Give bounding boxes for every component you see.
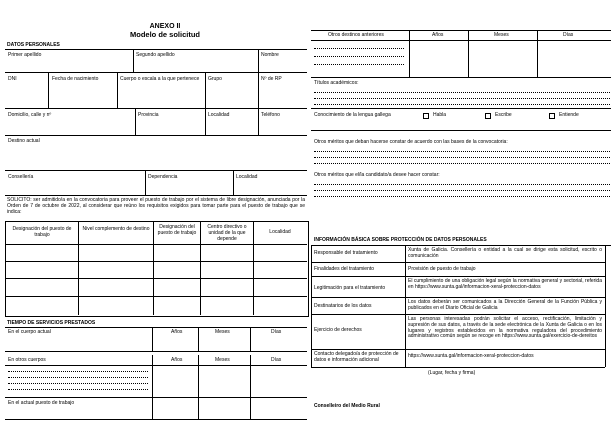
- divider: [5, 397, 307, 398]
- divider: [311, 130, 611, 131]
- dotted-line: [314, 56, 404, 57]
- other-merits-label: Otros méritos que el/la candidato/a desee hacer constar:: [314, 172, 440, 178]
- body-label: Cuerpo o escala a la que pertenece: [120, 76, 200, 82]
- divider: [152, 327, 153, 351]
- name-label: Nombre: [261, 52, 279, 58]
- group-label: Grupo: [208, 76, 222, 82]
- phone-label: Teléfono: [261, 112, 280, 118]
- annex-label: ANEXO II: [149, 23, 181, 30]
- divider: [311, 276, 605, 277]
- years-label: Años: [171, 357, 183, 363]
- divider: [311, 297, 605, 298]
- divider: [198, 397, 199, 419]
- divider: [311, 108, 611, 109]
- divider: [78, 221, 79, 315]
- section-title-personal: DATOS PERSONALES: [7, 42, 60, 48]
- protection-value-4: Los datos deberán ser comunicados a la Dirección General de la Función Pública y publicados en el Diario Oficial de Galicia: [408, 299, 602, 311]
- divider: [250, 355, 251, 397]
- divider: [205, 108, 206, 135]
- dotted-line: [8, 377, 148, 378]
- divider: [468, 30, 469, 77]
- divider: [311, 262, 605, 263]
- address-label: Domicilio, calle y nº: [8, 112, 52, 118]
- divider: [198, 355, 199, 397]
- divider: [5, 244, 307, 245]
- dotted-line: [314, 163, 610, 164]
- protection-value-1: Xunta de Galicia. Consellería o entidad a la cual se dirige esta solicitud, escrito o comunicación: [408, 247, 602, 259]
- months-label: Meses: [494, 32, 509, 38]
- divider: [537, 30, 538, 77]
- understand-checkbox[interactable]: [549, 113, 555, 119]
- request-col-3: Designación del puesto de trabajo: [157, 224, 197, 236]
- page-title: Modelo de solicitud: [129, 30, 200, 39]
- divider: [233, 170, 234, 195]
- department-label: Consellería: [8, 174, 34, 180]
- divider: [5, 170, 307, 171]
- merits-label: Otros méritos que deban hacerse constar de acuerdo con las bases de la convocatoria:: [314, 139, 508, 145]
- divider: [5, 278, 307, 279]
- divider: [135, 108, 136, 135]
- divider: [5, 49, 307, 50]
- galician-label: Conocimiento de la lengua gallega: [314, 112, 391, 118]
- divider: [258, 108, 259, 135]
- divider: [5, 261, 307, 262]
- dni-label: DNI: [8, 76, 17, 82]
- years-label: Años: [171, 329, 183, 335]
- months-label: Meses: [215, 329, 230, 335]
- divider: [258, 72, 259, 108]
- dotted-line: [8, 383, 148, 384]
- divider: [311, 349, 605, 350]
- protection-value-2: Provisión de puesto de trabajo: [408, 266, 476, 272]
- dotted-line: [314, 184, 610, 185]
- divider: [48, 72, 49, 108]
- locality-label: Localidad: [208, 112, 230, 118]
- speak-checkbox[interactable]: [423, 113, 429, 119]
- current-body-label: En el cuerpo actual: [8, 329, 51, 335]
- second-surname-label: Segundo apellido: [136, 52, 175, 58]
- divider: [152, 355, 153, 397]
- divider: [200, 221, 201, 315]
- divider: [152, 397, 153, 419]
- years-label: Años: [432, 32, 444, 38]
- rp-number-label: Nº de RP: [261, 76, 282, 82]
- write-checkbox[interactable]: [485, 113, 491, 119]
- request-col-1: Designación del puesto de trabajo: [12, 226, 72, 238]
- request-text: SOLICITO: ser admitido/a en la convocatoria para proveer el puesto de trabajo por el sistema de libre designación, anunciada por la Orden de 7 de octubre de 2022, al considerar que reúno los requisitos exigidos para tomar parte para el puesto de trabajo que se indica:: [7, 197, 305, 215]
- divider: [153, 221, 154, 315]
- addressee: Conselleiro del Medio Rural: [314, 403, 380, 409]
- days-label: Días: [563, 32, 574, 38]
- days-label: Días: [271, 357, 282, 363]
- locality2-label: Localidad: [236, 174, 258, 180]
- protection-label-5: Ejercicio de derechos: [314, 327, 362, 333]
- dotted-line: [314, 92, 610, 93]
- divider: [5, 351, 307, 352]
- academic-label: Títulos académicos:: [314, 80, 359, 86]
- speak-label: Habla: [433, 112, 447, 118]
- dotted-line: [314, 98, 610, 99]
- divider: [250, 397, 251, 419]
- place-date-signature: (Lugar, fecha y firma): [428, 370, 476, 376]
- divider: [145, 170, 146, 195]
- understand-label: Entiende: [559, 112, 579, 118]
- protection-label-3: Legitimación para el tratamiento: [314, 285, 386, 291]
- protection-title: INFORMACIÓN BÁSICA SOBRE PROTECCIÓN DE DATOS PERSONALES: [314, 237, 487, 243]
- prev-posts-label: Otros destinos anteriores: [328, 32, 384, 38]
- protection-value-3: El cumplimiento de una obligación legal según la normativa general y sectorial, referida en https://www.sunta.gal/informacion-xeral-proteccion-datos: [408, 278, 602, 290]
- months-label: Meses: [215, 357, 230, 363]
- dotted-line: [8, 371, 148, 372]
- dotted-line: [314, 151, 610, 152]
- divider: [5, 365, 307, 366]
- birth-date-label: Fecha de nacimiento: [52, 76, 99, 82]
- protection-value-5: Las personas interesadas podrán solicitar el acceso, rectificación, limitación y supresión de sus datos, a través de la sede electrónica de la Xunta de Galicia o en los lugares y registros establecidos en la normativa reguladora del procedimiento administrativo común según se recoge en https://www.sunta.gal/exercicio-de-dereitos: [408, 316, 602, 340]
- divider: [409, 30, 410, 77]
- protection-label-2: Finalidades del tratamiento: [314, 266, 375, 272]
- request-col-5: Localidad: [269, 229, 291, 235]
- protection-label-6: Contacto delegado/a de protección de datos e información adicional: [314, 351, 399, 363]
- divider: [311, 30, 611, 31]
- divider: [253, 221, 254, 315]
- province-label: Provincia: [138, 112, 159, 118]
- dotted-line: [314, 64, 404, 65]
- divider: [311, 367, 605, 368]
- divider: [5, 296, 307, 297]
- divider: [258, 49, 259, 72]
- divider: [5, 195, 307, 196]
- divider: [5, 419, 307, 420]
- section-title-service: TIEMPO DE SERVICIOS PRESTADOS: [7, 320, 96, 326]
- protection-label-1: Responsable del tratamiento: [314, 250, 378, 256]
- write-label: Escribe: [495, 112, 512, 118]
- divider: [250, 327, 251, 351]
- divider: [133, 49, 134, 72]
- divider: [5, 72, 307, 73]
- divider: [5, 327, 307, 328]
- divider: [198, 327, 199, 351]
- request-col-2: Nivel complemento de destino: [82, 226, 150, 232]
- dotted-line: [314, 190, 610, 191]
- divider: [311, 245, 611, 246]
- current-post-time-label: En el actual puesto de trabajo: [8, 400, 75, 406]
- days-label: Días: [271, 329, 282, 335]
- other-bodies-label: En otros cuerpos: [8, 357, 46, 363]
- divider: [311, 314, 605, 315]
- dotted-line: [314, 48, 404, 49]
- dotted-line: [314, 157, 610, 158]
- divider: [5, 108, 307, 109]
- divider: [605, 245, 606, 367]
- current-post-label: Destino actual: [8, 138, 40, 144]
- divider: [311, 77, 611, 78]
- divider: [205, 72, 206, 108]
- protection-value-6: https://www.sunta.gal/informacion-xeral-proteccion-datos: [408, 353, 534, 359]
- dotted-line: [314, 196, 610, 197]
- divider: [311, 40, 611, 41]
- dotted-line: [314, 104, 610, 105]
- protection-label-4: Destinatarios de los datos: [314, 303, 372, 309]
- divider: [117, 72, 118, 108]
- divider: [5, 135, 307, 136]
- first-surname-label: Primer apellido: [8, 52, 42, 58]
- dependency-label: Dependencia: [148, 174, 178, 180]
- dotted-line: [8, 389, 148, 390]
- request-col-4: Centro directivo o unidad de la que depende: [207, 224, 247, 242]
